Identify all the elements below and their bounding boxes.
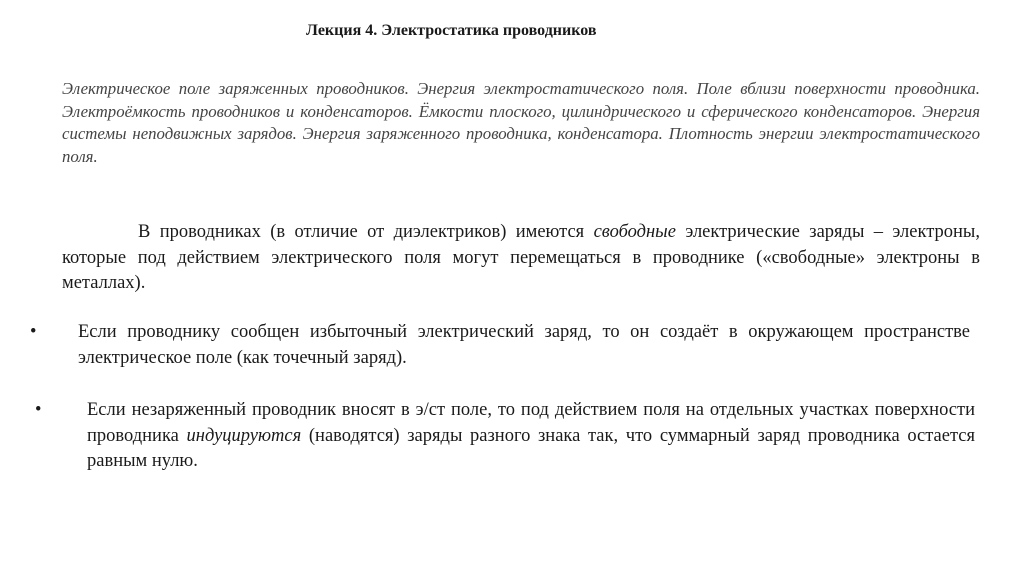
bullet-marker: •: [30, 322, 37, 342]
intro-text-after: электрические заряды – электроны, которые под действием электрического поля могут перемещаться в проводнике («свободные» электроны в металлах).: [62, 222, 980, 293]
bullet-item-charged-conductor: [30, 320, 970, 371]
lecture-title: Лекция 4. Электростатика проводников: [306, 22, 597, 39]
bullet-marker: •: [35, 400, 42, 420]
bullet-text-before: Если незаряженный проводник вносят в э/ст поле, то под действием поля на отдельных участках поверхности проводника: [87, 400, 975, 446]
intro-text-before: В проводниках (в отличие от диэлектриков) имеются: [138, 222, 594, 242]
bullet-item-induced-charges: [35, 398, 975, 475]
lecture-abstract: Электрическое поле заряженных проводников. Энергия электростатического поля. Поле вблизи поверхности проводника. Электроёмкость проводников и конденсаторов. Ёмкости плоского, цилиндрического и сферического конденсаторов. Энергия системы неподвижных зарядов. Энергия заряженного проводника, конденсатора. Плотность энергии электростатического поля.: [62, 79, 980, 166]
intro-paragraph: [62, 220, 980, 297]
intro-emphasis: свободные: [593, 222, 676, 242]
bullet-text: Если проводнику сообщен избыточный электрический заряд, то он создаёт в окружающем пространстве электрическое поле (как точечный заряд).: [78, 322, 970, 368]
bullet-text-after: (наводятся) заряды разного знака так, что суммарный заряд проводника остается равным нулю.: [87, 425, 976, 471]
bullet-emphasis: индуцируются: [186, 425, 302, 446]
bullet-text: [87, 398, 975, 475]
